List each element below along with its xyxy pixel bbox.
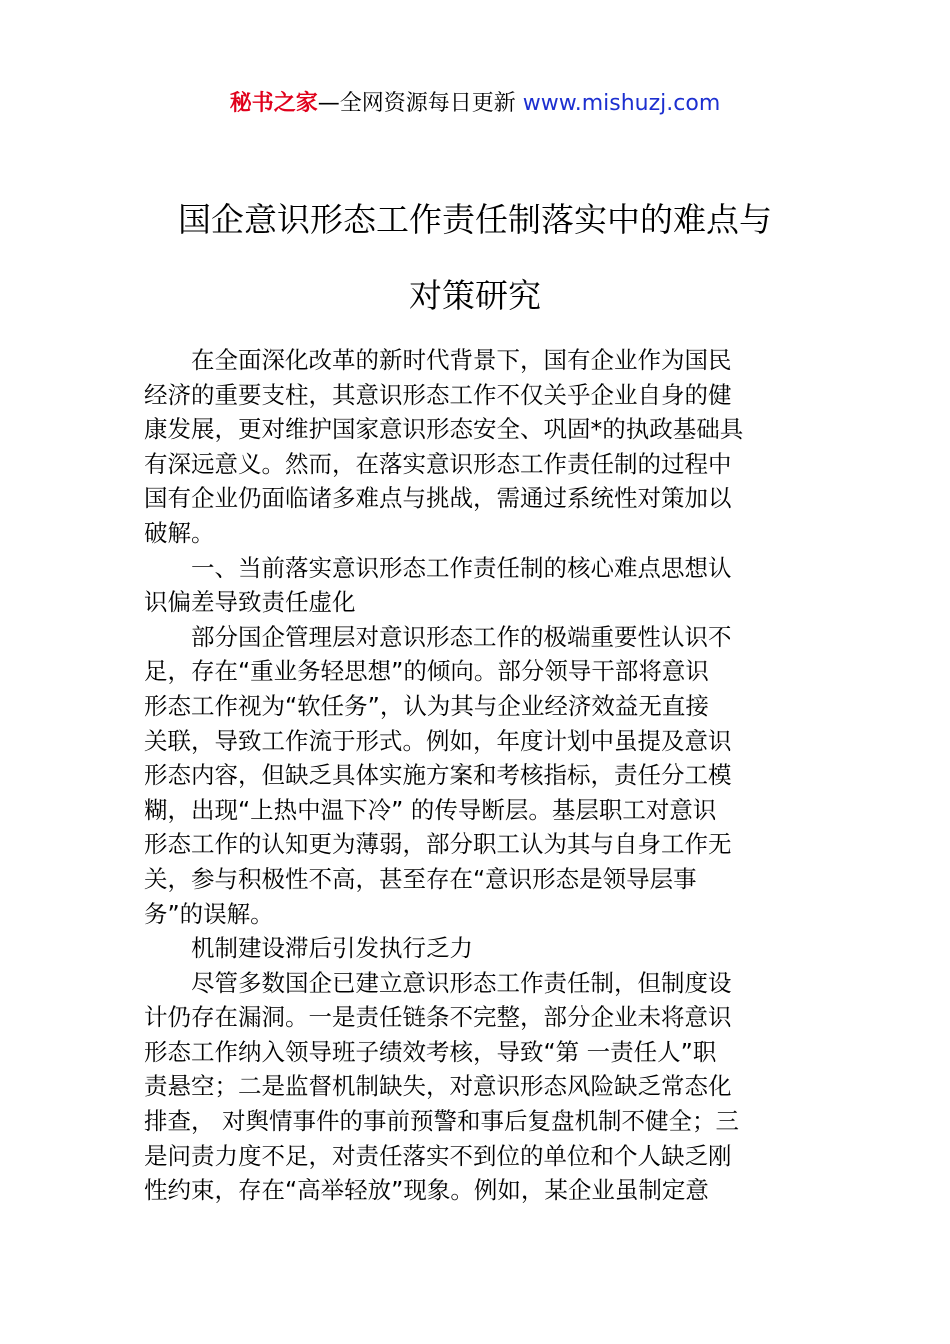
body-line: 经济的重要支柱，其意识形态工作不仅关乎企业自身的健 [144, 380, 732, 409]
body-line: 性约束，存在“高举轻放”现象。例如，某企业虽制定意 [144, 1176, 709, 1205]
body-line: 责悬空；二是监督机制缺失，对意识形态风险缺乏常态化 [144, 1072, 732, 1101]
subheading-line: 机制建设滞后引发执行乏力 [191, 934, 473, 963]
body-line: 足，存在“重业务轻思想”的倾向。部分领导干部将意识 [144, 657, 709, 686]
document-title-line-1: 国企意识形态工作责任制落实中的难点与 [178, 200, 772, 239]
body-line: 国有企业仍面临诸多难点与挑战，需通过系统性对策加以 [144, 484, 732, 513]
body-line: 形态工作视为“软任务”，认为其与企业经济效益无直接 [144, 691, 709, 720]
body-line: 排查， 对舆情事件的事前预警和事后复盘机制不健全；三 [144, 1107, 739, 1136]
document-body [144, 343, 808, 1208]
body-line: 是问责力度不足，对责任落实不到位的单位和个人缺乏刚 [144, 1141, 732, 1170]
body-line: 糊，出现“上热中温下冷” 的传导断层。基层职工对意识 [144, 795, 717, 824]
section-heading-line: 识偏差导致责任虚化 [144, 588, 356, 617]
site-header [0, 86, 950, 122]
body-line: 务”的误解。 [144, 899, 274, 928]
body-line: 关联，导致工作流于形式。例如，年度计划中虽提及意识 [144, 726, 732, 755]
document-title-line-2: 对策研究 [409, 276, 541, 315]
body-line: 计仍存在漏洞。一是责任链条不完整，部分企业未将意识 [144, 1003, 732, 1032]
body-line: 形态工作纳入领导班子绩效考核，导致“第 一责任人”职 [144, 1037, 717, 1066]
body-line: 破解。 [144, 518, 215, 547]
site-brand: 秘书之家 [229, 91, 318, 116]
body-line: 在全面深化改革的新时代背景下，国有企业作为国民 [191, 346, 732, 374]
body-line: 关，参与积极性不高，甚至存在“意识形态是领导层事 [144, 864, 697, 893]
body-line: 尽管多数国企已建立意识形态工作责任制，但制度设 [191, 968, 732, 997]
body-line: 形态内容，但缺乏具体实施方案和考核指标，责任分工模 [144, 761, 732, 790]
site-slogan: —全网资源每日更新 [317, 91, 523, 116]
body-line: 有深远意义。然而，在落实意识形态工作责任制的过程中 [144, 449, 732, 478]
body-line: 形态工作的认知更为薄弱，部分职工认为其与自身工作无 [144, 830, 732, 859]
site-url-link[interactable]: www.mishuzj.com [522, 91, 721, 116]
document-title [0, 182, 950, 334]
body-line: 康发展，更对维护国家意识形态安全、巩固*的执政基础具 [144, 415, 744, 444]
body-line: 部分国企管理层对意识形态工作的极端重要性认识不 [191, 622, 732, 651]
section-heading-line: 一、当前落实意识形态工作责任制的核心难点思想认 [191, 553, 732, 582]
